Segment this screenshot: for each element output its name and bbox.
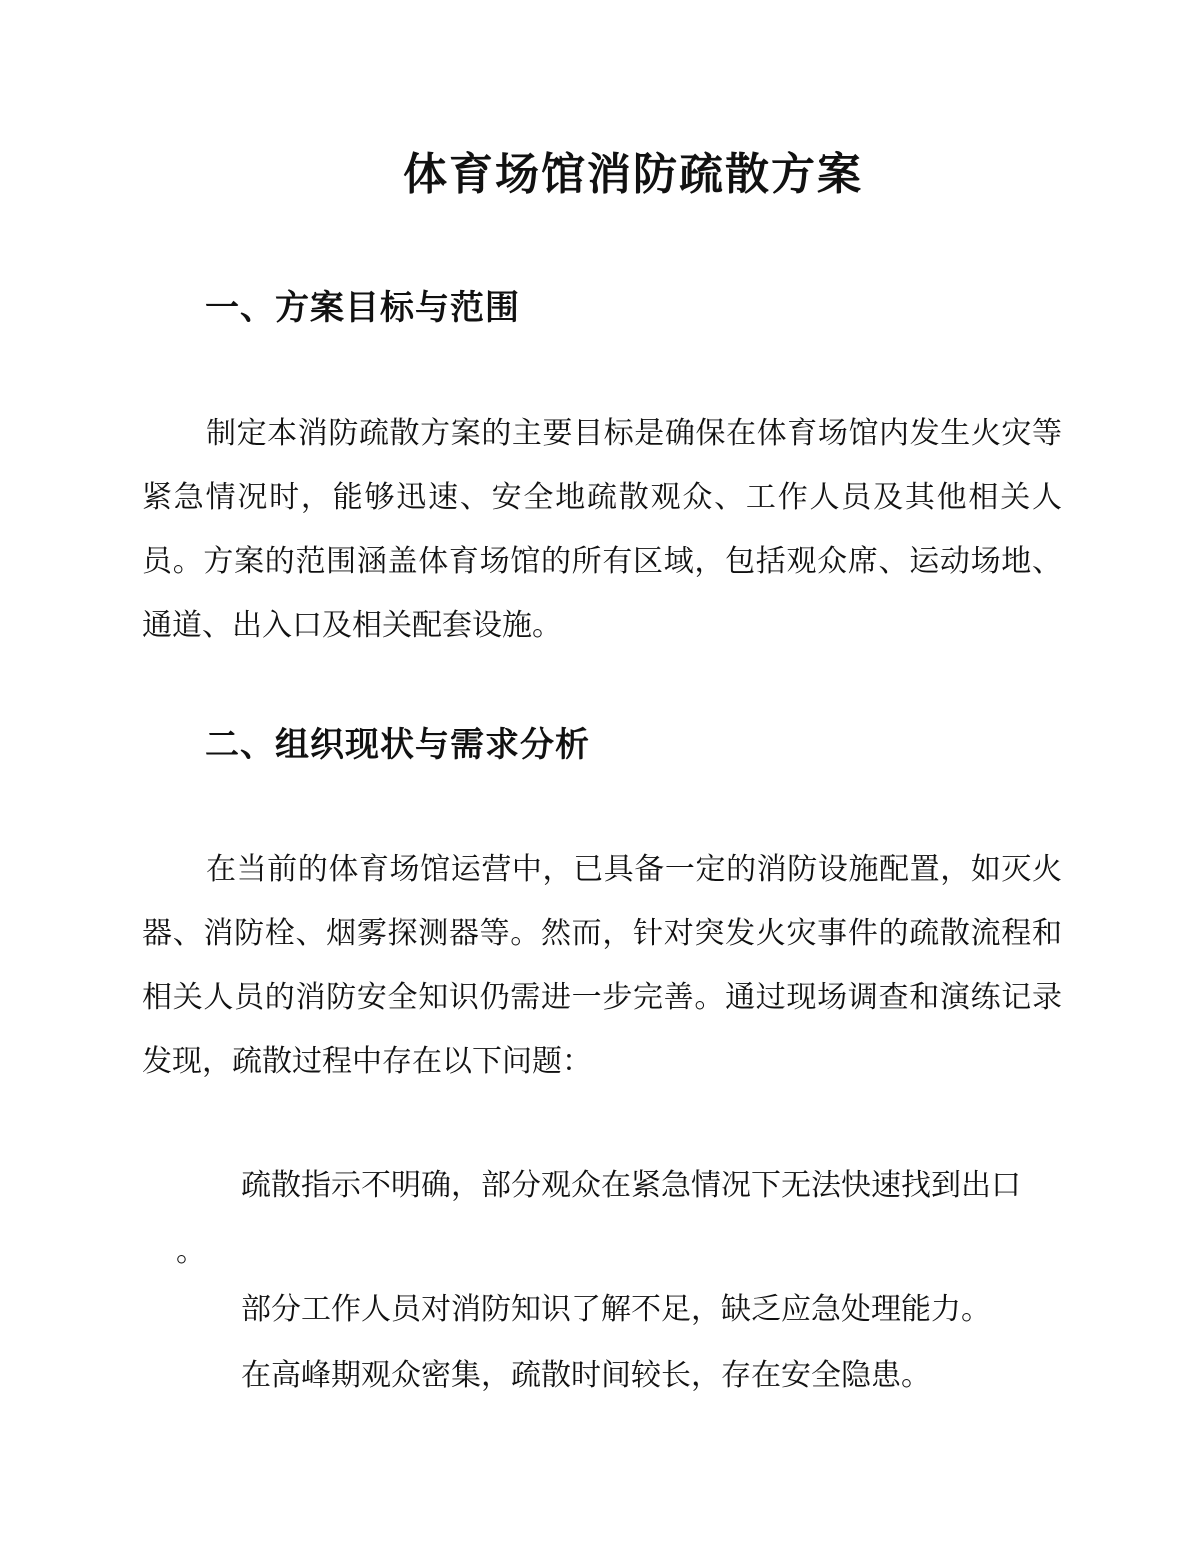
issue-item: 疏散指示不明确，部分观众在紧急情况下无法快速找到出口 — [241, 1168, 1021, 1203]
issue-item-trailing-period: 。 — [176, 1234, 206, 1269]
section-paragraph-goals: 制定本消防疏散方案的主要目标是确保在体育场馆内发生火灾等紧急情况时，能够迅速、安全地疏散观众、工作人员及其他相关人员。方案的范围涵盖体育场馆的所有区域，包括观众席、运动场地、通道、出入口及相关配套设施。 — [142, 416, 1062, 643]
section-heading-analysis: 二、组织现状与需求分析 — [205, 725, 590, 765]
issue-item: 在高峰期观众密集，疏散时间较长，存在安全隐患。 — [241, 1358, 931, 1393]
document-title: 体育场馆消防疏散方案 — [403, 149, 863, 200]
section-heading-goals: 一、方案目标与范围 — [205, 288, 520, 328]
issue-item: 部分工作人员对消防知识了解不足，缺乏应急处理能力。 — [241, 1292, 991, 1327]
section-paragraph-analysis: 在当前的体育场馆运营中，已具备一定的消防设施配置，如灭火器、消防栓、烟雾探测器等。然而，针对突发火灾事件的疏散流程和相关人员的消防安全知识仍需进一步完善。通过现场调查和演练记录发现，疏散过程中存在以下问题： — [142, 852, 1062, 1079]
